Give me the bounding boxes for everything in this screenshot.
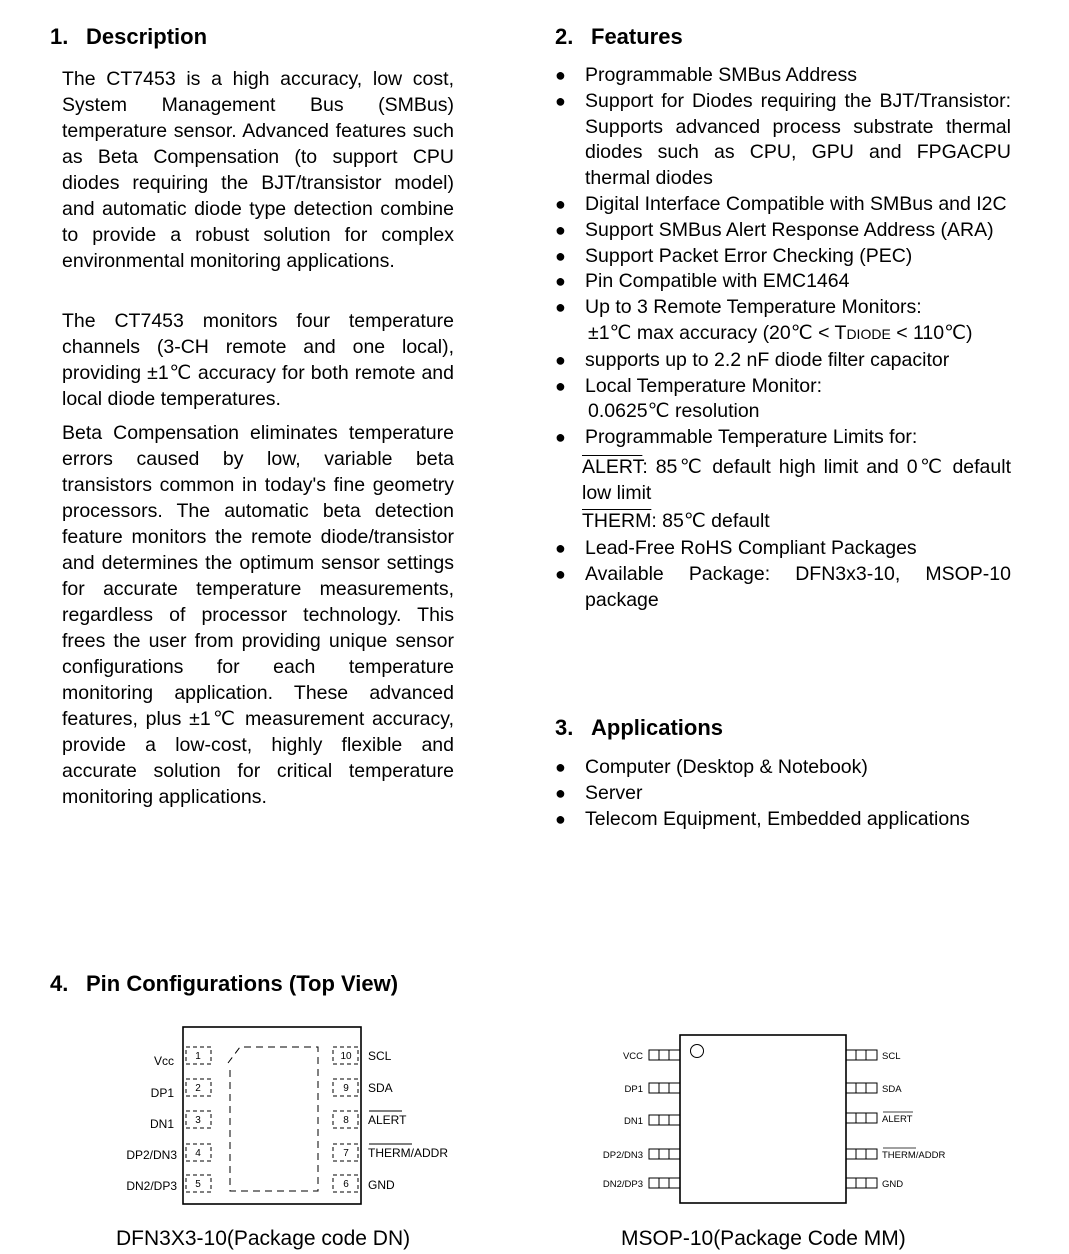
pin-label: DN1	[623, 1116, 643, 1127]
pin-label: GND	[882, 1179, 904, 1190]
pin-config-heading: 4. Pin Configurations (Top View)	[50, 971, 399, 996]
msop-pin-10	[846, 1050, 900, 1062]
feature-item: ● Digital Interface Compatible with SMBus and I2C	[555, 192, 1011, 218]
pin-label: DP1	[150, 1086, 174, 1100]
pin-label: THERM/ADDR	[882, 1150, 946, 1161]
description-paragraph-1: The CT7453 is a high accuracy, low cost, System Management Bus (SMBus) temperature sensor. Advanced features such as Beta Compensation (to support CPU diodes requiring the BJT/transistor model) and automatic diode type detection combine to provide a robust solution for complex environmental monitoring applications.	[62, 68, 454, 272]
dfn-pin-10	[333, 1047, 392, 1064]
dfn-pin-diagram	[110, 1020, 580, 1210]
description-paragraph-3: Beta Compensation eliminates temperature errors caused by low, variable beta transistors common in today's fine geometry processors. The automatic beta detection feature monitors the remote diode/transistor and determines the optimum sensor settings for accurate temperature measurements, regardless of processor technology. This frees the user from providing unique sensor configurations for each temperature monitoring application. These advanced features, plus ±1℃ measurement accuracy, provide a low-cost, highly flexible and accurate solution for critical temperature monitoring applications.	[62, 422, 454, 808]
pin-label: ALERT	[882, 1114, 913, 1125]
dfn-pin-4	[126, 1144, 211, 1162]
dfn-pin-7	[333, 1144, 448, 1161]
applications-heading: 3. Applications	[555, 715, 724, 740]
msop-pin-8	[846, 1112, 913, 1125]
msop-pin-4	[603, 1149, 680, 1161]
msop-pin-2	[625, 1083, 680, 1095]
application-item: ● Computer (Desktop & Notebook)	[555, 755, 1011, 781]
application-item: ● Server	[555, 781, 1011, 807]
pin-label: DP2/DN3	[126, 1148, 177, 1162]
feature-item: ● Support SMBus Alert Response Address (ARA)	[555, 218, 1011, 244]
dfn-pin-6	[333, 1175, 395, 1192]
feature-item: ● Support Packet Error Checking (PEC)	[555, 244, 1011, 270]
features-list	[555, 63, 1011, 614]
msop-pin-5	[603, 1178, 680, 1190]
applications-list	[555, 755, 1011, 832]
pin-label: DN2/DP3	[602, 1179, 643, 1190]
feature-item: ● Programmable SMBus Address	[555, 63, 1011, 89]
pin-label: SDA	[882, 1084, 902, 1095]
feature-item: ● Support for Diodes requiring the BJT/Transistor: Supports advanced process substrate thermal diodes such as CPU, GPU and FPGACPU thermal diodes	[555, 89, 1011, 192]
dfn-package-outline	[183, 1027, 361, 1204]
feature-item: ● supports up to 2.2 nF diode filter capacitor	[555, 348, 1011, 374]
pin-label: DN1	[149, 1117, 174, 1131]
pin-number: 5	[195, 1179, 201, 1190]
pin-label: VCC	[622, 1051, 643, 1062]
msop-caption: MSOP-10(Package Code MM)	[621, 1227, 906, 1250]
feature-item-limits: ● Programmable Temperature Limits for: ALERT: 85℃ default high limit and 0℃ default low limit THERM: 85℃ default	[555, 425, 1011, 534]
feature-item: ● Lead-Free RoHS Compliant Packages	[555, 536, 1011, 562]
dfn-pin-9	[333, 1079, 393, 1096]
pin-label: DN2/DP3	[126, 1179, 177, 1193]
pin1-marker	[691, 1045, 704, 1058]
dfn-exposed-pad	[228, 1047, 318, 1191]
pin-number: 9	[343, 1083, 349, 1094]
pin-label: THERM/ADDR	[368, 1146, 448, 1160]
msop-pin-3	[624, 1115, 680, 1127]
local-resolution: 0.0625℃ resolution	[588, 400, 760, 423]
feature-item: ● Pin Compatible with EMC1464	[555, 269, 1011, 295]
feature-item: ● Available Package: DFN3x3-10, MSOP-10 package	[555, 562, 1011, 614]
therm-limit: THERM: 85℃ default	[582, 509, 770, 532]
msop-package-outline	[680, 1035, 846, 1203]
features-heading: 2. Features	[555, 24, 683, 49]
pin-number: 6	[343, 1179, 349, 1190]
pin-label: ALERT	[368, 1113, 407, 1127]
msop-pin-7	[846, 1148, 945, 1161]
remote-accuracy: ±1℃ max accuracy (20℃ < TDIODE < 110℃)	[588, 321, 973, 344]
pin-label: DP2/DN3	[602, 1150, 643, 1161]
pin-number: 4	[195, 1148, 201, 1159]
description-paragraph-2: The CT7453 monitors four temperature channels (3-CH remote and one local), providing ±1℃ accuracy for both remote and local diode temperatures.	[62, 310, 454, 410]
pin-number: 1	[195, 1051, 201, 1062]
dfn-pin-3	[150, 1111, 211, 1131]
pin-number: 10	[340, 1051, 352, 1062]
alert-limit: ALERT: 85℃ default high limit and 0℃ default low limit	[582, 455, 1011, 504]
pin-number: 7	[343, 1148, 349, 1159]
pin-label: Vcc	[153, 1054, 174, 1068]
pin-label: SCL	[882, 1051, 901, 1062]
pin-label: DP1	[624, 1084, 643, 1095]
pin-number: 2	[195, 1083, 201, 1094]
pin-number: 8	[343, 1115, 349, 1126]
description-heading: 1. Description	[50, 24, 208, 49]
pin-label: SCL	[368, 1049, 392, 1063]
pin-number: 3	[195, 1115, 201, 1126]
pin-label: GND	[368, 1178, 395, 1192]
msop-pin-9	[846, 1083, 902, 1095]
msop-pin-diagram	[590, 1020, 990, 1210]
dfn-pin-5	[126, 1175, 211, 1193]
dfn-pin-8	[333, 1111, 407, 1128]
dfn-pin-2	[151, 1079, 211, 1100]
pin-label: SDA	[368, 1081, 393, 1095]
feature-item-local: ● Local Temperature Monitor: 0.0625℃ resolution	[555, 374, 1011, 426]
msop-pin-6	[846, 1178, 903, 1190]
dfn-caption: DFN3X3-10(Package code DN)	[116, 1227, 411, 1250]
application-item: ● Telecom Equipment, Embedded applications	[555, 807, 1011, 833]
msop-pin-1	[623, 1050, 680, 1062]
feature-item-remote: ● Up to 3 Remote Temperature Monitors: ±1℃ max accuracy (20℃ < TDIODE < 110℃)	[555, 295, 1011, 348]
